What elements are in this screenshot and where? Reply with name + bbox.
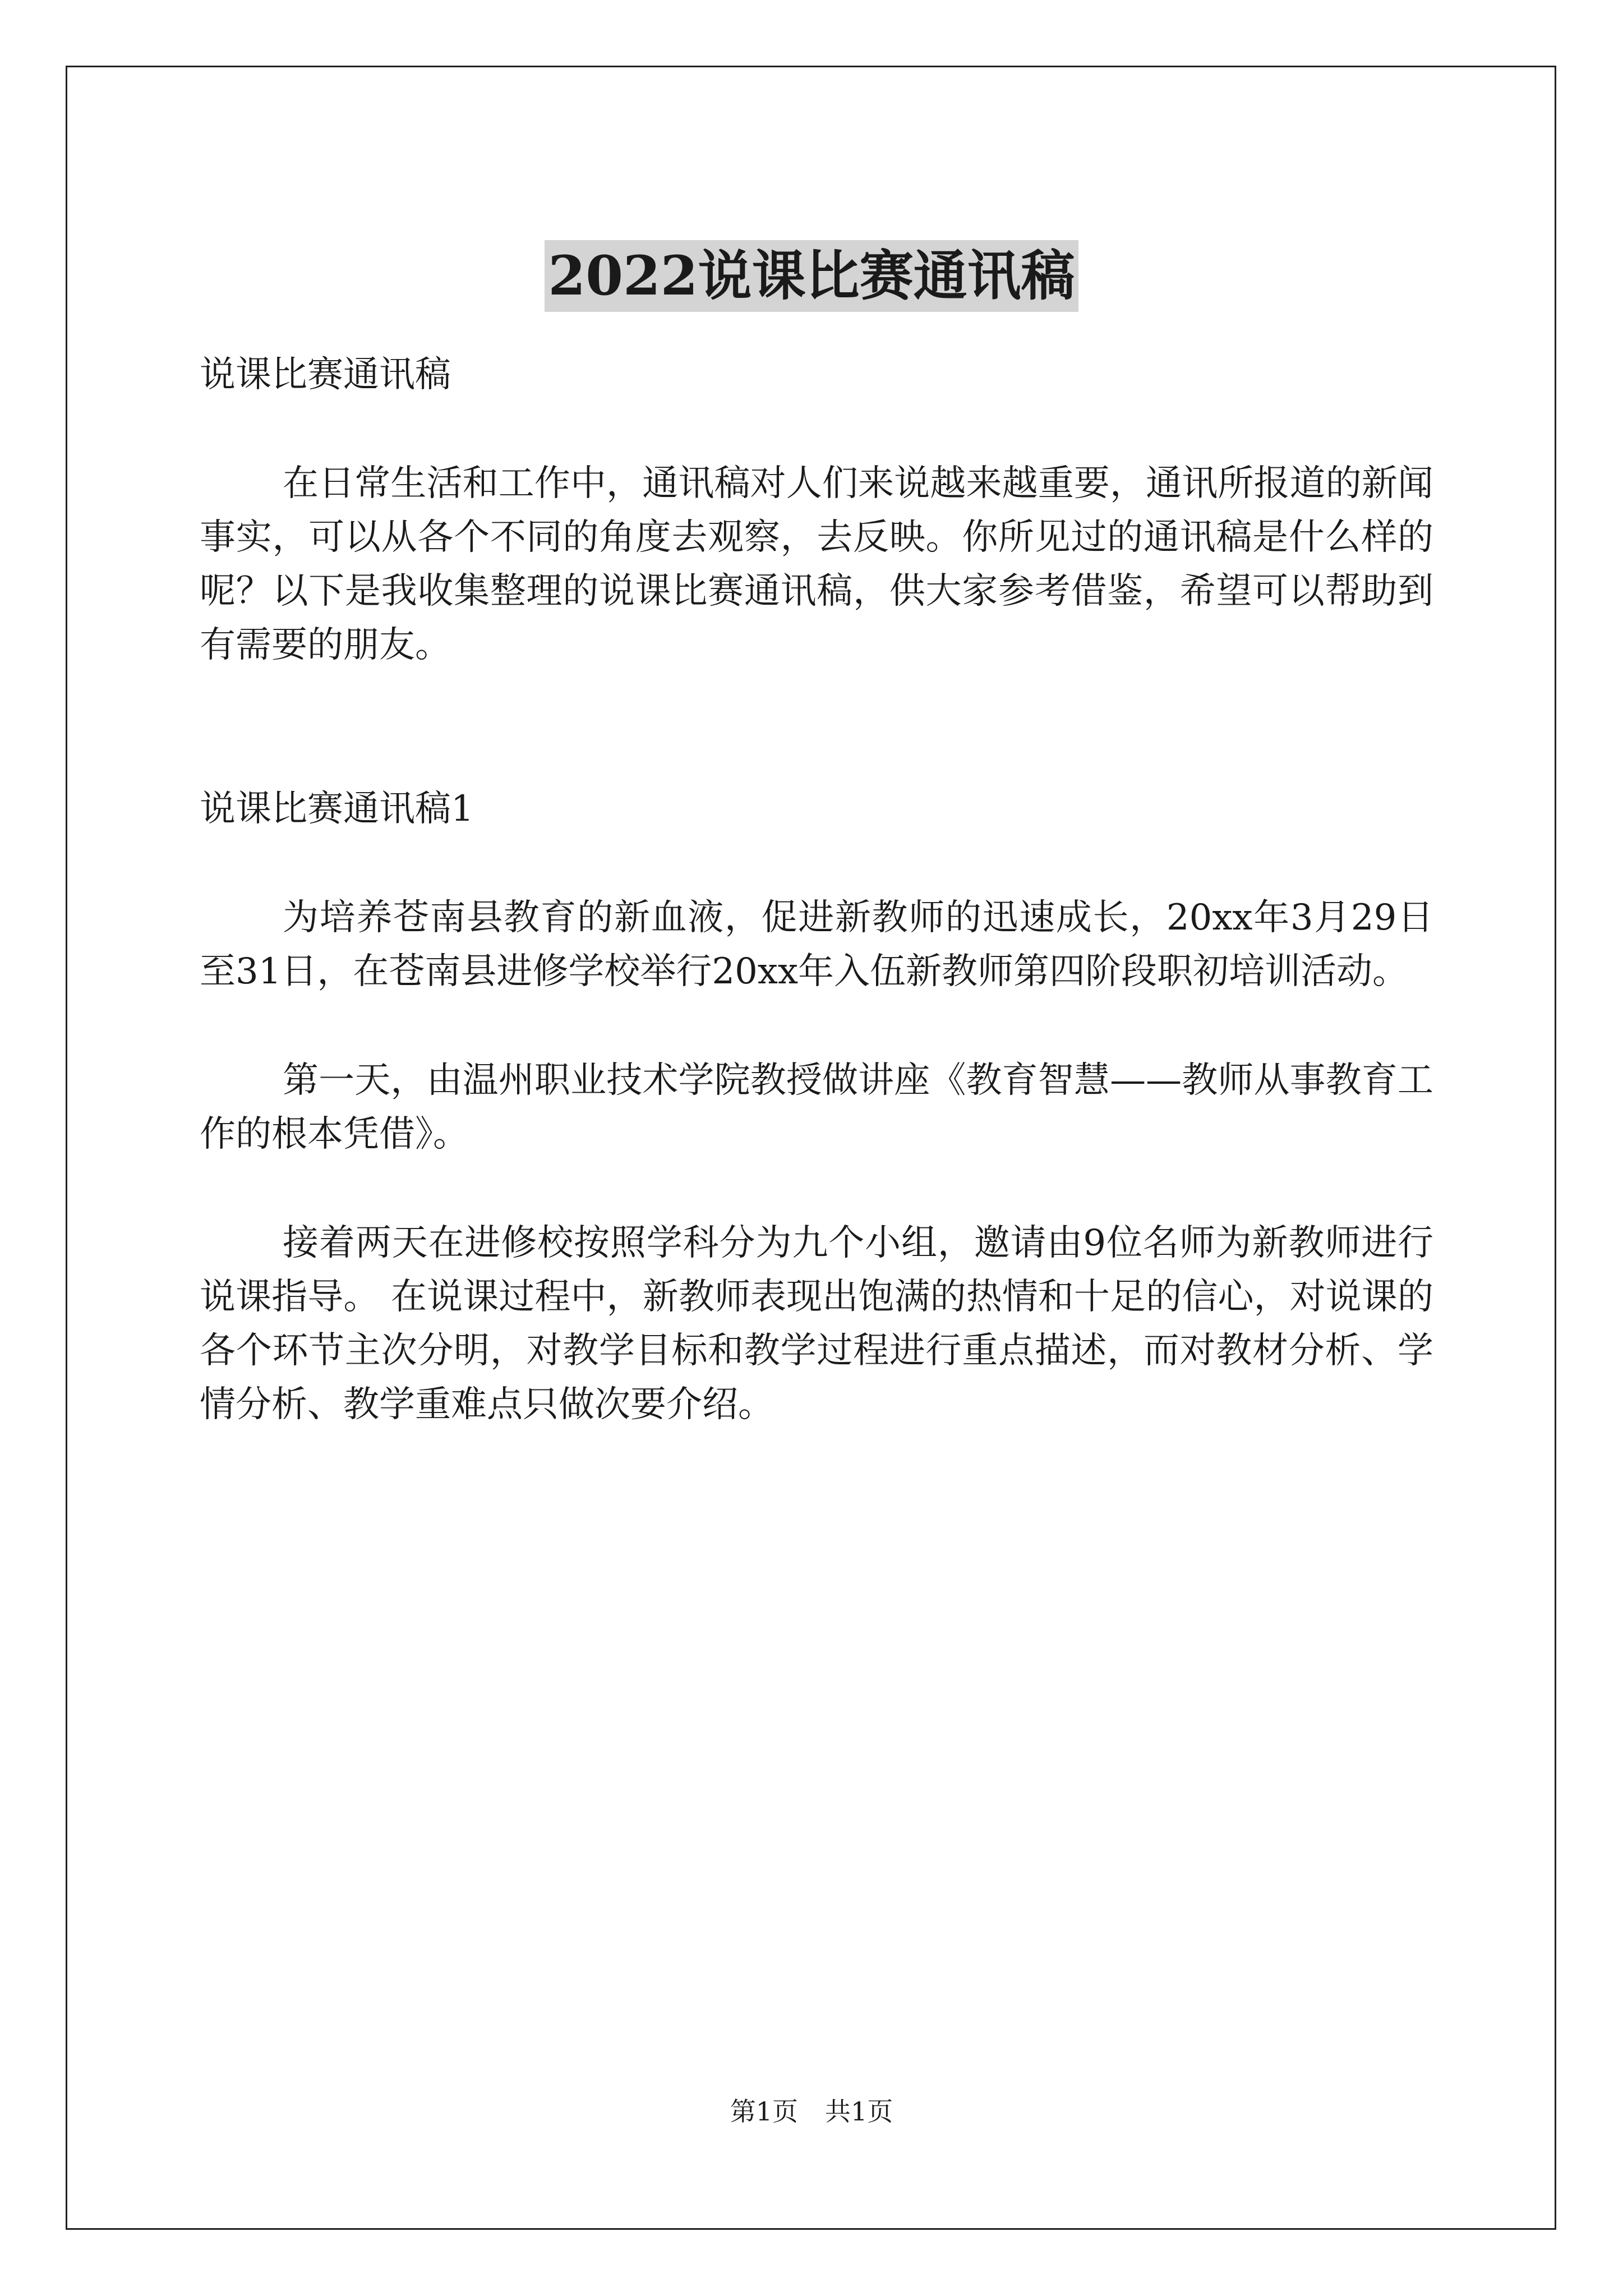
intro-heading: 说课比赛通讯稿: [200, 354, 451, 395]
page-footer: [0, 2095, 1623, 2128]
body-paragraph: 为培养苍南县教育的新血液，促进新教师的迅速成长，20xx年3月29日至31日，在苍南县进修学校举行20xx年入伍新教师第四阶段职初培训活动。: [200, 897, 1433, 992]
page-total: 共1页: [825, 2096, 893, 2127]
body-paragraph: 接着两天在进修校按照学科分为九个小组，邀请由9位名师为新教师进行说课指导。 在说课过程中，新教师表现出饱满的热情和十足的信心，对说课的各个环节主次分明，对教学目标和教学过程进行重点描述，而对教材分析、学情分析、教学重难点只做次要介绍。: [200, 1222, 1433, 1425]
body-paragraph: 第一天，由温州职业技术学院教授做讲座《教育智慧——教师从事教育工作的根本凭借》。: [200, 1060, 1433, 1155]
section-heading: 说课比赛通讯稿1: [200, 788, 474, 830]
document-body: [200, 348, 1433, 1432]
page-number: 第1页: [730, 2096, 798, 2127]
intro-paragraph: 在日常生活和工作中，通讯稿对人们来说越来越重要，通讯所报道的新闻事实，可以从各个不同的角度去观察，去反映。你所见过的通讯稿是什么样的呢？以下是我收集整理的说课比赛通讯稿，供大家参考借鉴，希望可以帮助到有需要的朋友。: [200, 463, 1433, 666]
title-container: [0, 204, 1623, 348]
document-title: 2022说课比赛通讯稿: [545, 240, 1078, 312]
